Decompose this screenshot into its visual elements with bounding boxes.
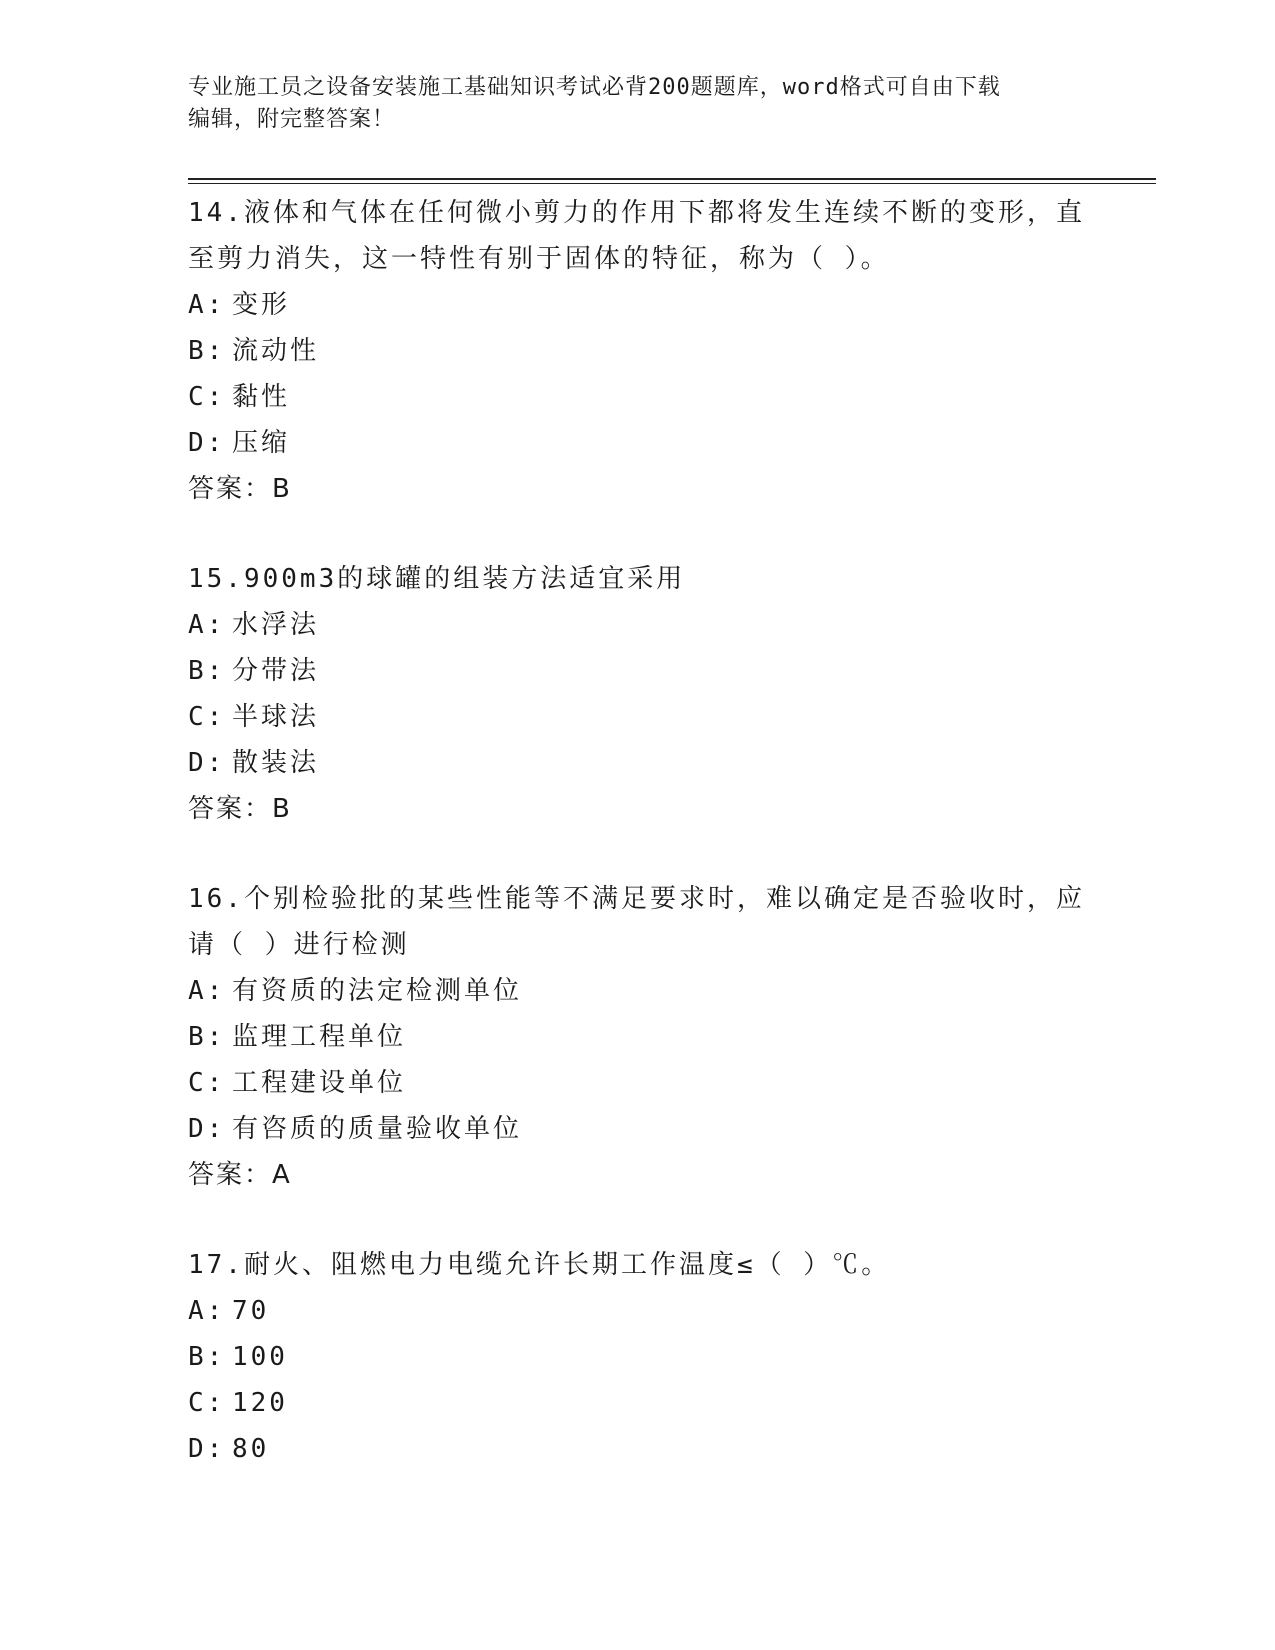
option-a <box>188 602 1088 648</box>
header-title-line-1: 专业施工员之设备安装施工基础知识考试必背200题题库，word格式可自由下载 <box>188 75 1001 100</box>
question-text-line-1: 14.液体和气体在任何微小剪力的作用下都将发生连续不断的变形，直 <box>188 198 1085 228</box>
option-key: A: <box>188 290 226 320</box>
option-key: D: <box>188 1434 226 1464</box>
option-key: C: <box>188 1388 226 1418</box>
question-text-line-2: 请（ ）进行检测 <box>188 930 410 960</box>
option-a <box>188 282 1088 328</box>
question-list <box>188 190 1088 1516</box>
question-text-line-2: 至剪力消失，这一特性有别于固体的特征，称为（ ）。 <box>188 244 890 274</box>
option-d <box>188 1426 1088 1472</box>
option-key: B: <box>188 656 226 686</box>
header-title-line-2: 编辑，附完整答案！ <box>188 107 396 132</box>
answer-line: 答案：A <box>188 1160 292 1190</box>
option-key: B: <box>188 1022 226 1052</box>
option-b <box>188 1334 1088 1380</box>
option-text: 70 <box>232 1296 270 1326</box>
option-key: A: <box>188 610 226 640</box>
option-text: 压缩 <box>232 428 291 458</box>
option-b <box>188 1014 1088 1060</box>
option-key: D: <box>188 428 226 458</box>
option-c <box>188 1380 1088 1426</box>
option-text: 工程建设单位 <box>232 1068 407 1098</box>
answer-line: 答案：B <box>188 794 292 824</box>
option-text: 半球法 <box>232 702 320 732</box>
option-text: 120 <box>232 1388 288 1418</box>
option-key: D: <box>188 748 226 778</box>
option-text: 分带法 <box>232 656 320 686</box>
question-text-line-1: 16.个别检验批的某些性能等不满足要求时，难以确定是否验收时，应 <box>188 884 1085 914</box>
option-b <box>188 328 1088 374</box>
option-key: A: <box>188 976 226 1006</box>
option-key: B: <box>188 1342 226 1372</box>
option-b <box>188 648 1088 694</box>
option-text: 变形 <box>232 290 291 320</box>
option-text: 有咨质的质量验收单位 <box>232 1114 523 1144</box>
option-d <box>188 740 1088 786</box>
header-divider-thin <box>188 183 1156 184</box>
option-a <box>188 1288 1088 1334</box>
answer-line: 答案：B <box>188 474 292 504</box>
option-key: C: <box>188 382 226 412</box>
option-text: 水浮法 <box>232 610 320 640</box>
option-key: C: <box>188 702 226 732</box>
question-17 <box>188 1242 1088 1472</box>
option-a <box>188 968 1088 1014</box>
option-key: B: <box>188 336 226 366</box>
option-text: 流动性 <box>232 336 320 366</box>
question-14 <box>188 190 1088 512</box>
option-text: 散装法 <box>232 748 320 778</box>
question-16 <box>188 876 1088 1198</box>
question-text-line-1: 15.900m3的球罐的组装方法适宜采用 <box>188 564 686 594</box>
option-text: 监理工程单位 <box>232 1022 407 1052</box>
option-key: A: <box>188 1296 226 1326</box>
option-key: D: <box>188 1114 226 1144</box>
question-15 <box>188 556 1088 832</box>
option-text: 100 <box>232 1342 288 1372</box>
option-key: C: <box>188 1068 226 1098</box>
option-text: 黏性 <box>232 382 291 412</box>
option-text: 有资质的法定检测单位 <box>232 976 523 1006</box>
option-c <box>188 1060 1088 1106</box>
option-c <box>188 694 1088 740</box>
option-text: 80 <box>232 1434 270 1464</box>
option-d <box>188 1106 1088 1152</box>
option-d <box>188 420 1088 466</box>
document-header <box>188 72 1068 136</box>
question-text-line-1: 17.耐火、阻燃电力电缆允许长期工作温度≤（ ）℃。 <box>188 1250 891 1280</box>
option-c <box>188 374 1088 420</box>
header-divider-thick <box>188 178 1156 180</box>
